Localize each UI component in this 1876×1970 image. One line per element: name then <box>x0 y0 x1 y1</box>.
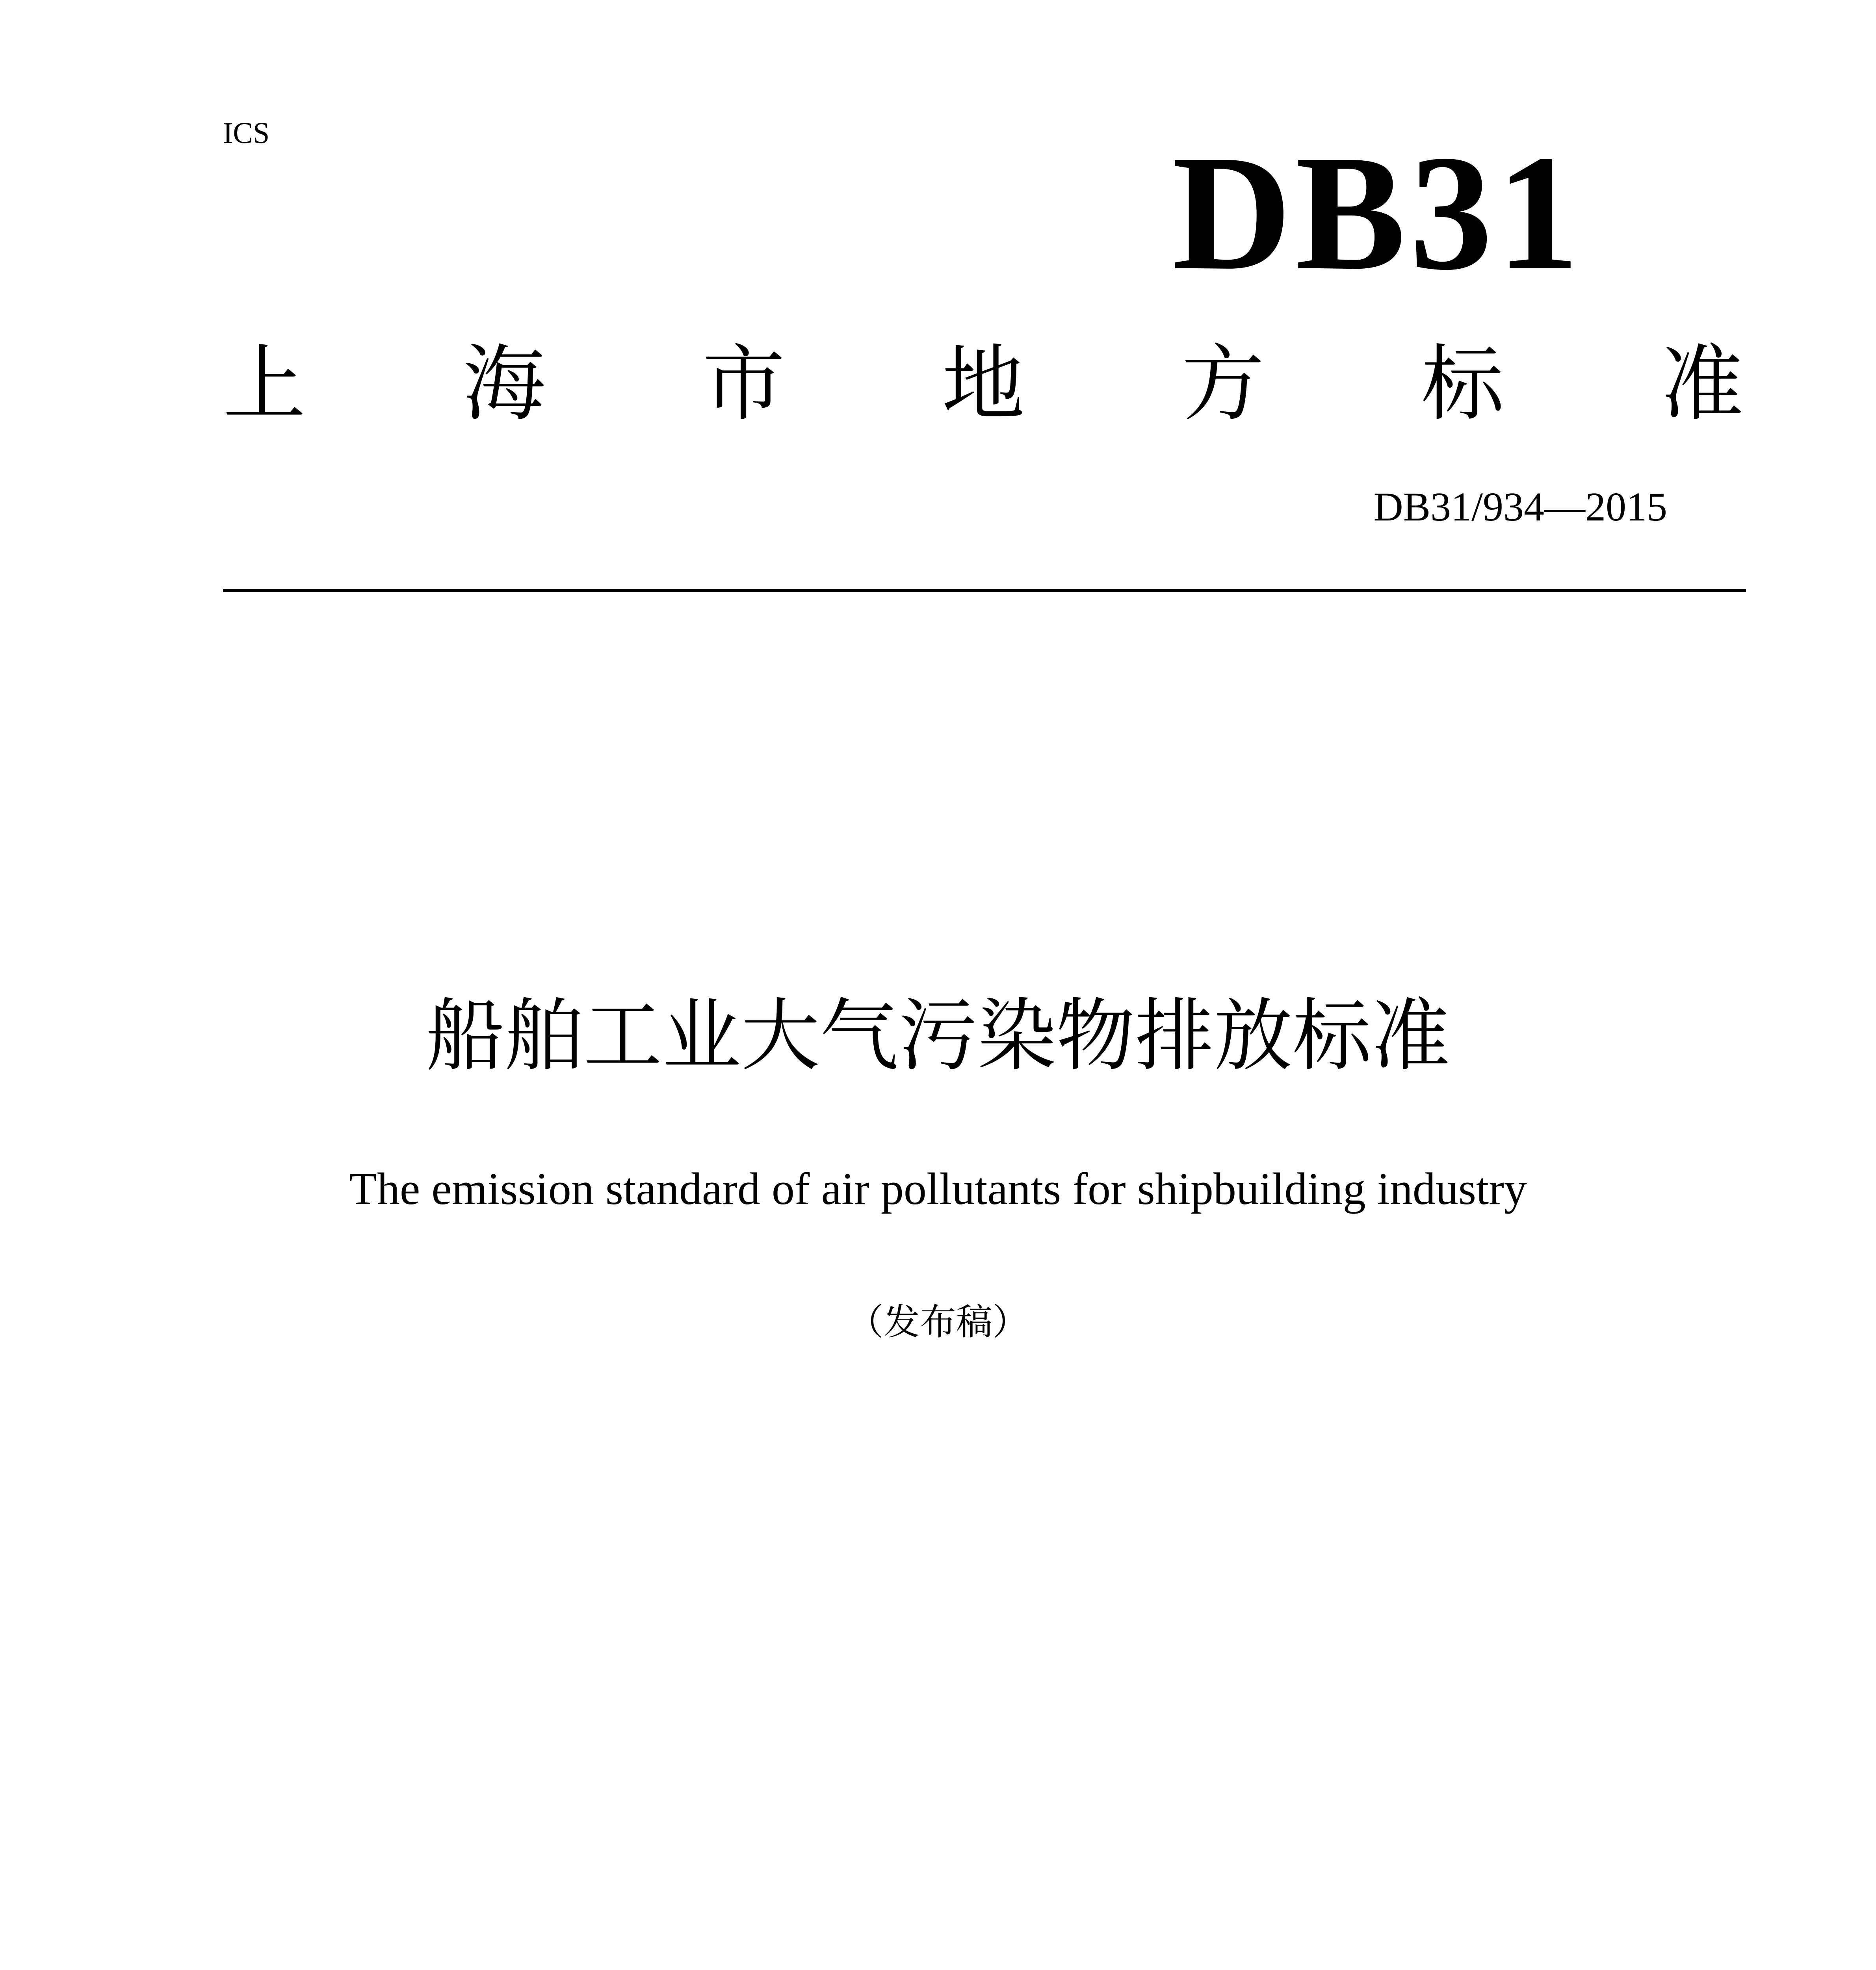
heading-char: 准 <box>1661 336 1744 432</box>
db31-logo: DB31 <box>1172 121 1583 304</box>
standard-number: DB31/934—2015 <box>1373 484 1667 530</box>
document-title-en: The emission standard of air pollutants for shipbuilding industry <box>349 1164 1527 1214</box>
heading-char: 标 <box>1421 336 1504 432</box>
heading-char: 市 <box>702 336 785 432</box>
heading-char: 上 <box>223 336 306 432</box>
local-standard-heading <box>223 336 1744 432</box>
heading-char: 地 <box>942 336 1025 432</box>
ics-label: ICS <box>223 117 270 150</box>
heading-char: 方 <box>1181 336 1265 432</box>
top-divider <box>223 589 1746 592</box>
document-title-zh: 船舶工业大气污染物排放标准 <box>425 990 1450 1082</box>
heading-char: 海 <box>462 336 546 432</box>
draft-note: （发布稿） <box>847 1301 1029 1343</box>
